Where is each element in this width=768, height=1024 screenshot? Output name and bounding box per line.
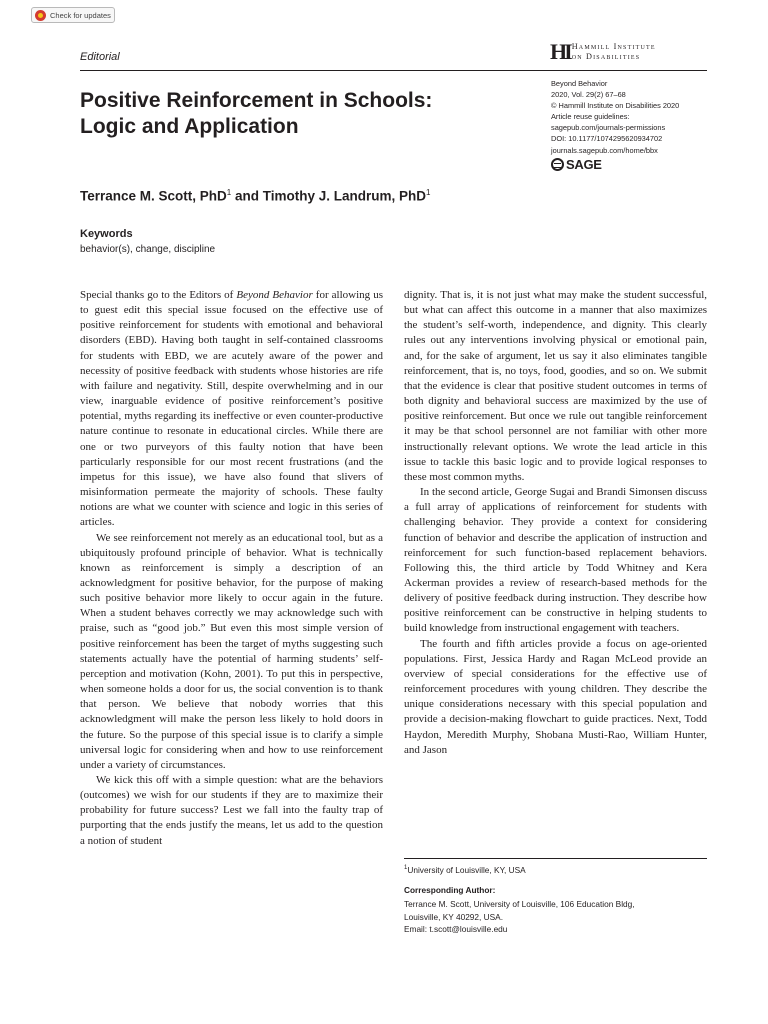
- permissions-link[interactable]: sagepub.com/journals-permissions: [551, 123, 666, 133]
- copyright: © Hammill Institute on Disabilities 2020: [551, 101, 680, 111]
- affiliation-mark: 1: [404, 865, 408, 872]
- paragraph-text: Special thanks go to the Editors of: [80, 289, 237, 301]
- keywords-heading: Keywords: [80, 228, 133, 240]
- logo-line-2: on Disabilities: [571, 52, 641, 61]
- author-1-affiliation-mark: 1: [226, 188, 232, 197]
- volume-info: 2020, Vol. 29(2) 67–68: [551, 90, 626, 100]
- check-for-updates-label: Check for updates: [50, 10, 111, 20]
- corresponding-address-line: Terrance M. Scott, University of Louisville, 106 Education Bldg,: [404, 899, 635, 909]
- affiliation-footnote: [404, 865, 526, 875]
- affiliation-text: University of Louisville, KY, USA: [407, 865, 526, 875]
- body-column-right: [404, 288, 707, 758]
- publication-info: [551, 78, 679, 156]
- publisher-logo: [550, 39, 656, 64]
- hammill-logo-text: [572, 42, 656, 62]
- corresponding-email[interactable]: Email: t.scott@louisville.edu: [404, 924, 508, 935]
- sage-logo: [551, 157, 602, 172]
- author-list: [80, 188, 430, 204]
- keywords-list: behavior(s), change, discipline: [80, 244, 216, 255]
- corresponding-author-heading: Corresponding Author:: [404, 885, 496, 895]
- check-for-updates-badge[interactable]: [31, 7, 115, 23]
- journal-name: Beyond Behavior: [551, 79, 608, 88]
- body-paragraph: We see reinforcement not merely as an educational tool, but as a ubiquitously profound principle of behavior. What is technically known as reinforcement is simply a description of an acknowledgment for positive behavior, for the purpose of making such positive behavior more likely to occur again in the future. When a student behaves correctly we may acknowledge such with praise, such as “good job.” But even this most simple version of positive reinforcement has been the target of myths suggesting such statements actually have the potential of harming students’ self-perception and motivation (Kohn, 2001). To put this in perspective, when someone holds a door for us, the social convention is to thank that person. We believe that nobody worries that this acknowledgment will make the person less likely to hold doors in the future. So the purpose of this special issue is to clarify a simple universal logic for considering when and how to use reinforcement under a variety of circumstances.: [80, 531, 383, 771]
- footnote-rule: [404, 858, 707, 859]
- sage-logo-icon: [551, 158, 564, 171]
- doi[interactable]: DOI: 10.1177/1074295620934702: [551, 134, 663, 144]
- body-paragraph: We kick this off with a simple question: what are the behaviors (outcomes) we wish for our students if they are to maximize their probability for future success? Lest we fall into the faulty trap of purporting that the ends justify the means, let us add to the question a notion of student: [80, 774, 383, 847]
- header-rule: [80, 70, 707, 71]
- crossmark-icon: [35, 10, 46, 21]
- author-2: Timothy J. Landrum, PhD: [262, 188, 427, 204]
- title-line-1: Positive Reinforcement in Schools:: [80, 89, 433, 112]
- reuse-label: Article reuse guidelines:: [551, 112, 630, 122]
- author-2-affiliation-mark: 1: [426, 188, 431, 197]
- logo-line-1: Hammill Institute: [571, 42, 656, 51]
- title-line-2: Logic and Application: [80, 115, 299, 138]
- paragraph-text: for allowing us to guest edit this special issue focused on the effective use of positive reinforcement for students with emotional and behavioral disorders (EBD). Having both taught in self-contained classrooms for students with EBD, we are acutely aware of the power and necessity of positive feedback with students whose histories are rife with failure and negativity. Still, despite overwhelming and in our view, inarguable evidence of positive reinforcement’s positive potential, myths regarding its ineffective or even counter-productive nature continue to resonate in educational circles. While there are one or two purveyors of this faulty notion that have been particularly responsible for our most recent frustrations (and the impetus for this issue), we have also found that slivers of misinformation permeate the majority of schools. These faulty notions are what we counter with science and logic in this series of articles.: [80, 289, 384, 529]
- author-1: Terrance M. Scott, PhD: [80, 188, 227, 204]
- body-paragraph: dignity. That is, it is not just what may make the student successful, but what can affect this outcome in a manner that also maximizes the student’s self-worth, independence, and dignity. This clearly rules out any interventions involving physical or emotional pain, and, for the sake of argument, let us say it also eliminates tangible reinforcement, that is, no toys, food, goodies, and so on. We submit that the evidence is clear that positive student outcomes in terms of both dignity and behavioral success are maximized by the use of positive reinforcement. But once we rule out tangible reinforcement it may be that school personnel are not familiar with other more instructionally relevant options. We wrote the lead article in this issue to tackle this basic logic and to provide logical responses to these most common myths.: [404, 289, 707, 483]
- section-label: Editorial: [80, 51, 120, 63]
- body-column-left: [80, 288, 383, 849]
- author-join: and: [231, 188, 263, 204]
- body-paragraph: [80, 288, 383, 531]
- body-paragraph: In the second article, George Sugai and Brandi Simonsen discuss a full array of applications of reinforcement for students with challenging behavior. They provide a context for considering function of behavior and describe the application of instruction and reinforcement for such function-based replacement behaviors. Following this, the third article by Todd Whitney and Kera Ackerman provides a review of research-based methods for the delivery of positive feedback during instruction. They describe how positive reinforcement can be constructive in helping students to build knowledge from instructional engagement with teachers.: [404, 486, 707, 635]
- corresponding-city-line: Louisville, KY 40292, USA.: [404, 911, 504, 922]
- journal-home-link[interactable]: journals.sagepub.com/home/bbx: [551, 145, 658, 155]
- body-paragraph: The fourth and fifth articles provide a focus on age-oriented populations. First, Jessica Hardy and Ragan McLeod provide an overview of special considerations for the effective use of reinforcement procedures with young children. They describe the unique considerations necessary with this special population and provide a decision-making flowchart to guide practices. Next, Todd Haydon, Meredith Murphy, Shobana Musti-Rao, William Hunter, and Jason: [404, 637, 707, 756]
- hammill-logo-mark: HI: [550, 39, 570, 64]
- journal-title-italic: Beyond Behavior: [236, 289, 313, 301]
- sage-logo-text: SAGE: [566, 157, 602, 172]
- corresponding-author-details: [404, 898, 635, 936]
- article-title: [80, 88, 432, 140]
